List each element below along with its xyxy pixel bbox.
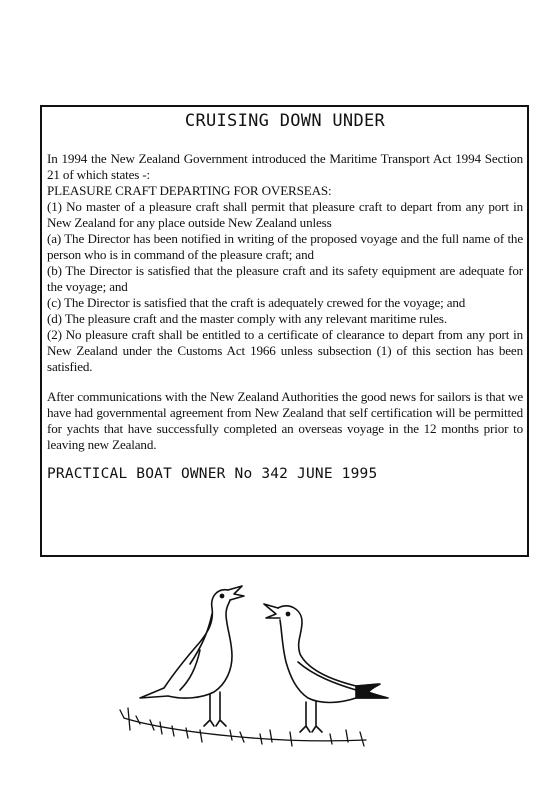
paragraph-clause-1: (1) No master of a pleasure craft shall permit that pleasure craft to depart from any port in New Zealand for any place outside New Zealand unless bbox=[47, 199, 523, 230]
paragraph-closing: After communications with the New Zealand Authorities the good news for sailors is that we have had governmental agreement from New Zealand that self certification will be permitted for yachts that have successfully completed an overseas voyage in the 12 months prior to leaving new Zealand. bbox=[47, 389, 523, 452]
seagulls-illustration bbox=[110, 580, 440, 755]
ground-scribble-icon bbox=[120, 708, 366, 746]
article-body bbox=[47, 151, 523, 453]
source-footer: PRACTICAL BOAT OWNER No 342 JUNE 1995 bbox=[47, 466, 378, 482]
right-seagull-icon bbox=[264, 604, 388, 732]
article-title: CRUISING DOWN UNDER bbox=[184, 111, 386, 131]
paragraph-clause-b: (b) The Director is satisfied that the pleasure craft and its safety equipment are adequate for the voyage; and bbox=[47, 263, 523, 294]
article-box bbox=[40, 105, 529, 557]
paragraph-clause-c: (c) The Director is satisfied that the craft is adequately crewed for the voyage; and bbox=[47, 295, 466, 310]
paragraph-intro: In 1994 the New Zealand Government introduced the Maritime Transport Act 1994 Section 21 of which states -: bbox=[47, 151, 523, 182]
paragraph-heading: PLEASURE CRAFT DEPARTING FOR OVERSEAS: bbox=[47, 183, 332, 198]
left-seagull-icon bbox=[140, 586, 244, 726]
paragraph-clause-a: (a) The Director has been notified in writing of the proposed voyage and the full name of the person who is in command of the pleasure craft; and bbox=[47, 231, 523, 262]
paragraph-clause-d: (d) The pleasure craft and the master comply with any relevant maritime rules. bbox=[47, 311, 447, 326]
paragraph-clause-2: (2) No pleasure craft shall be entitled to a certificate of clearance to depart from any port in New Zealand under the Customs Act 1966 unless subsection (1) of this section has been satisfied. bbox=[47, 327, 523, 374]
